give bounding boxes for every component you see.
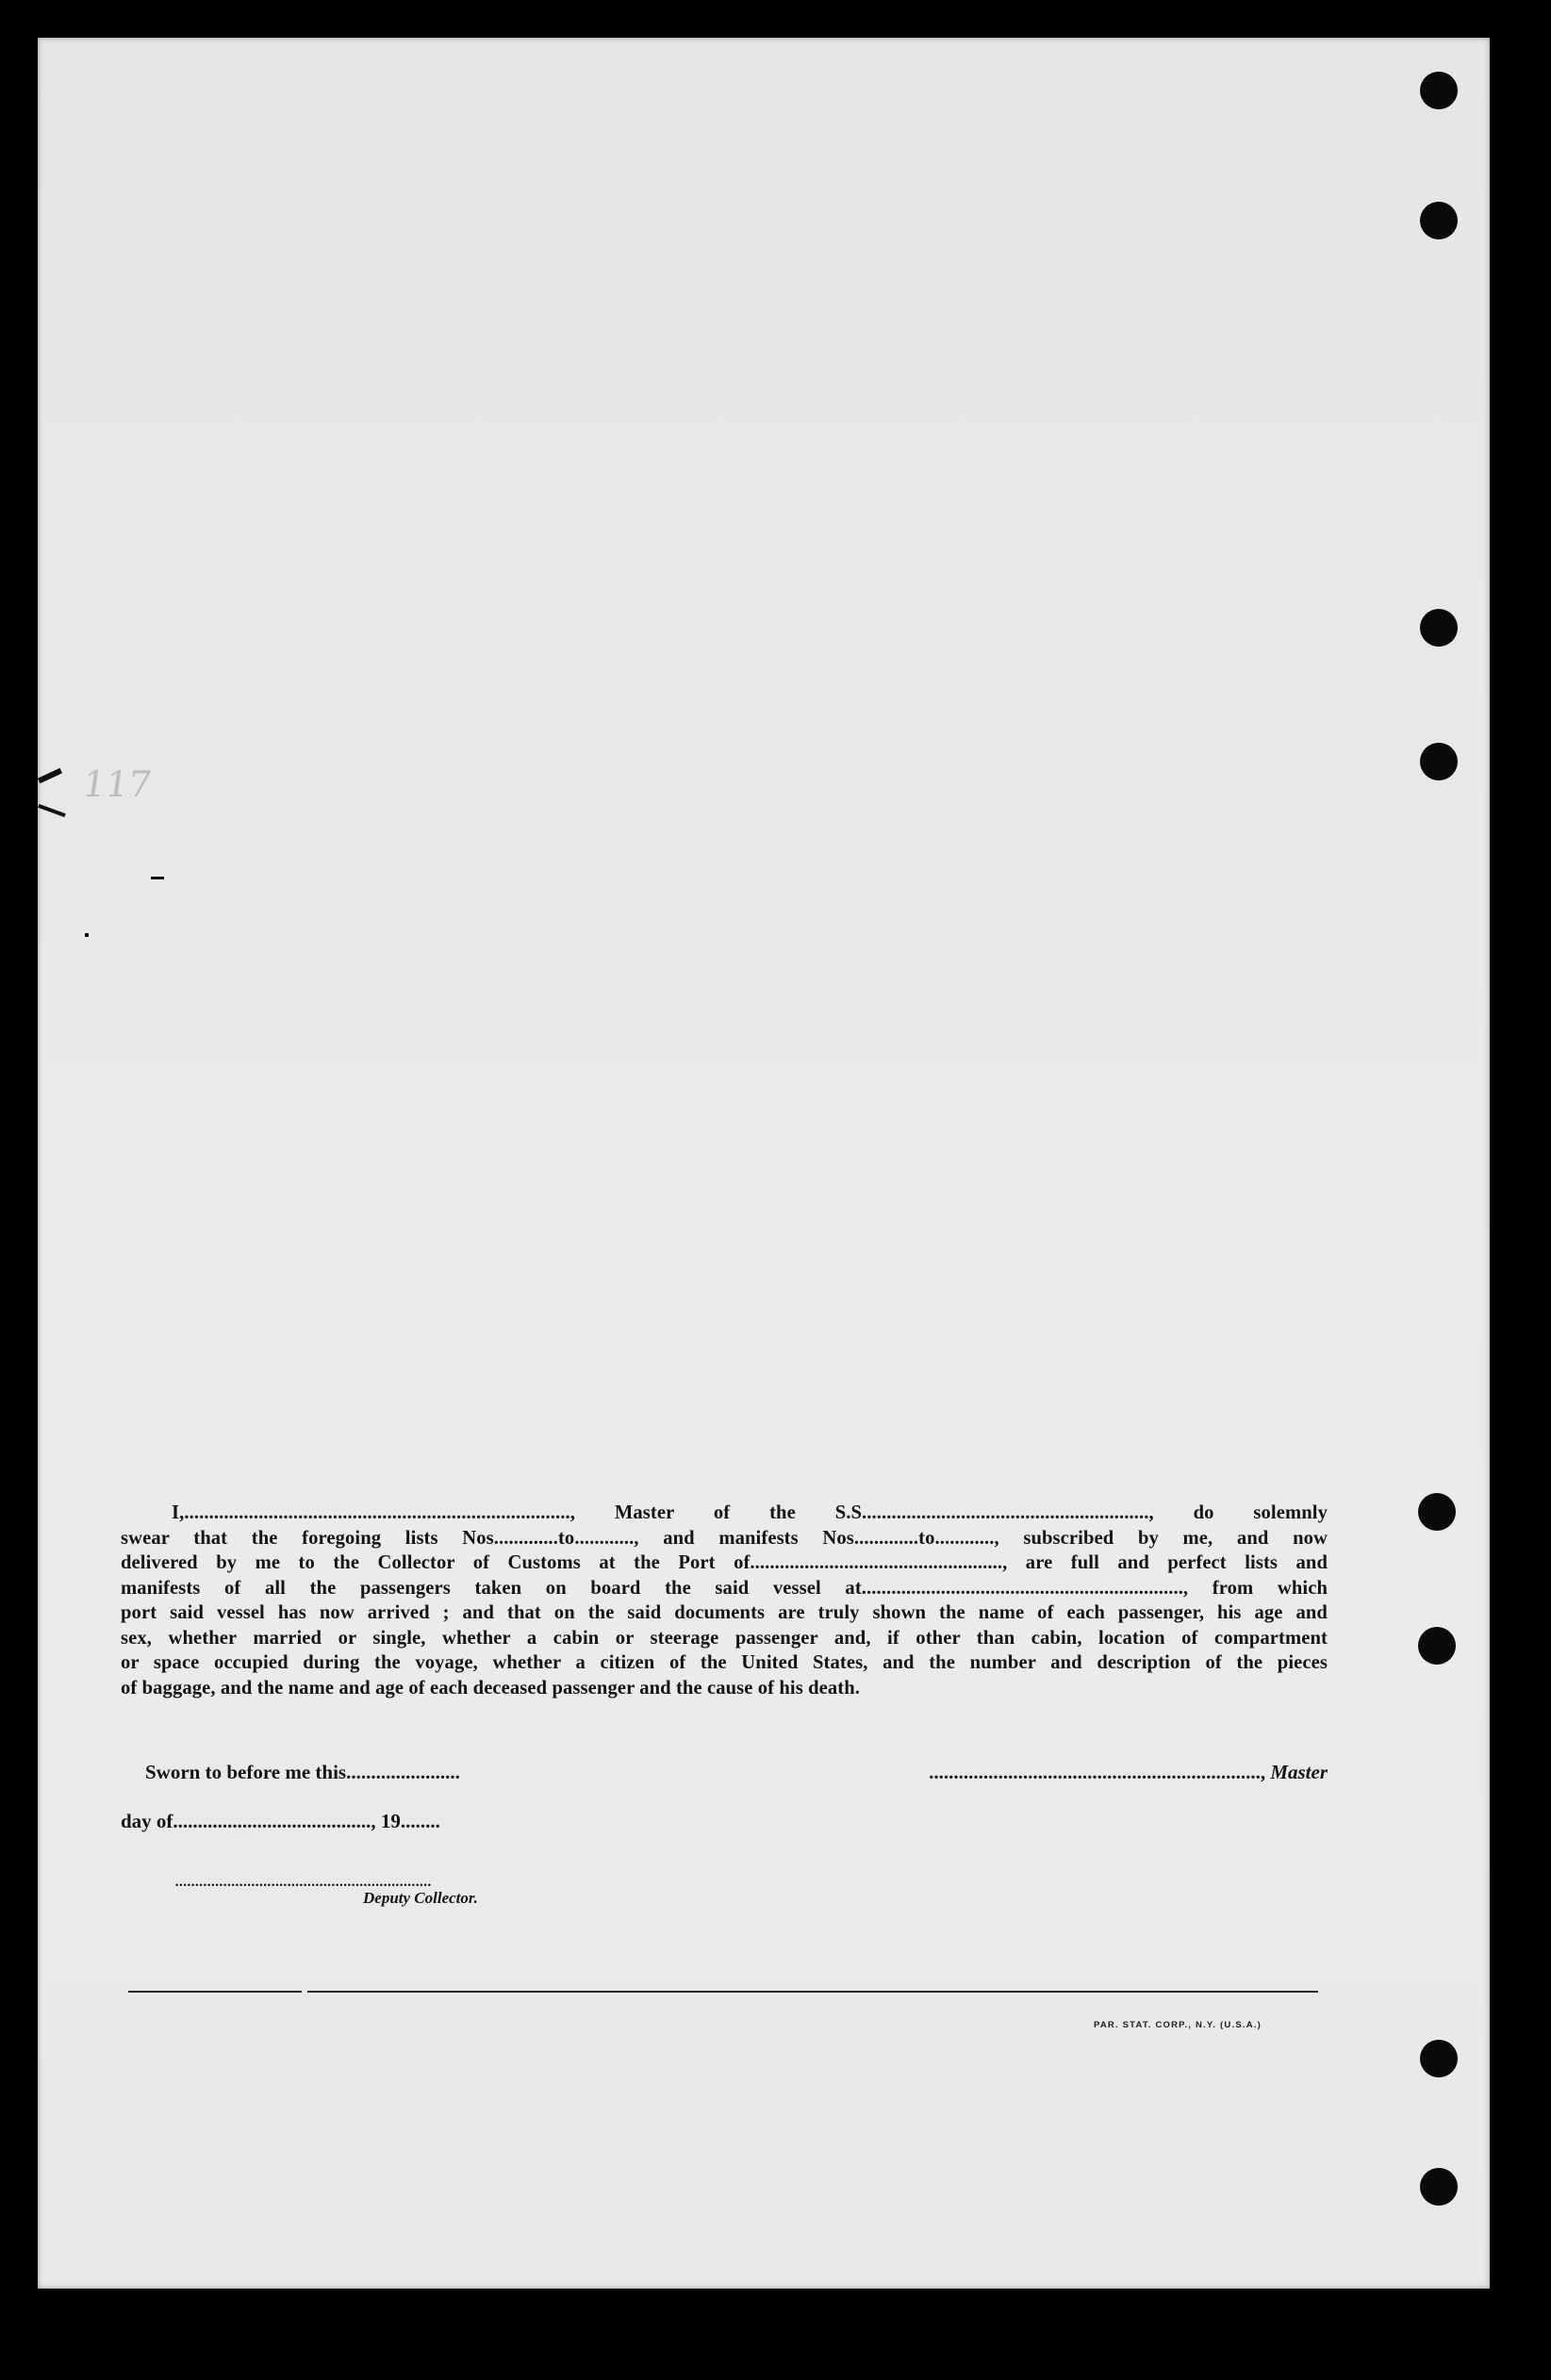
oath-line-8: of baggage, and the name and age of each deceased passenger and the cause of his death.: [121, 1677, 861, 1699]
corner-fold: [1490, 38, 1527, 75]
deputy-signature-line: ................................................................: [174, 1868, 431, 1891]
printer-imprint: PAR. STAT. CORP., N.Y. (U.S.A.): [1094, 2020, 1262, 2030]
edge-speck: [38, 804, 66, 817]
edge-speck: [85, 933, 89, 937]
rule-break: [302, 1990, 307, 1994]
document-page: [38, 38, 1490, 2289]
punch-hole-6: [1418, 1627, 1456, 1665]
master-signature-dots: ...................................................................,: [929, 1761, 1271, 1783]
edge-speck: [38, 768, 62, 783]
sworn-before-me-text: Sworn to before me this.......................: [145, 1761, 460, 1783]
punch-hole-1: [1420, 72, 1458, 109]
master-signature-line: [929, 1761, 1328, 1784]
margin-number: 117: [79, 763, 155, 805]
punch-hole-3: [1420, 609, 1458, 647]
punch-hole-8: [1420, 2168, 1458, 2206]
oath-line-7: or space occupied during the voyage, whether a citizen of the United States, and the number and description of the pieces: [121, 1652, 1328, 1673]
oath-line-5: port said vessel has now arrived ; and that on the said documents are truly shown the name of each passenger, his age and: [121, 1602, 1328, 1623]
punch-hole-2: [1420, 202, 1458, 239]
punch-hole-5: [1418, 1493, 1456, 1531]
oath-line-3: delivered by me to the Collector of Customs at the Port of..................................................., are full and perfect lists and: [121, 1552, 1328, 1573]
oath-line-4: manifests of all the passengers taken on board the said vessel at................................................................., from which: [121, 1577, 1328, 1599]
day-of-row: day of........................................, 19........: [121, 1810, 440, 1832]
deputy-collector-label: Deputy Collector.: [363, 1889, 478, 1907]
oath-line-6: sex, whether married or single, whether a cabin or steerage passenger and, if other than cabin, location of compartment: [121, 1627, 1328, 1649]
edge-speck: [151, 877, 164, 879]
punch-hole-4: [1420, 743, 1458, 780]
punch-hole-7: [1420, 2040, 1458, 2077]
oath-line-2: swear that the foregoing lists Nos.............to............, and manifests Nos.............to............, subscribed by me, and now: [121, 1527, 1328, 1549]
master-label: Master: [1270, 1761, 1328, 1783]
oath-line-1: I,.............................................................................., Master of the S.S.........................................................., do solemnly: [172, 1502, 1328, 1523]
oath-paragraph: [121, 1501, 1328, 1700]
